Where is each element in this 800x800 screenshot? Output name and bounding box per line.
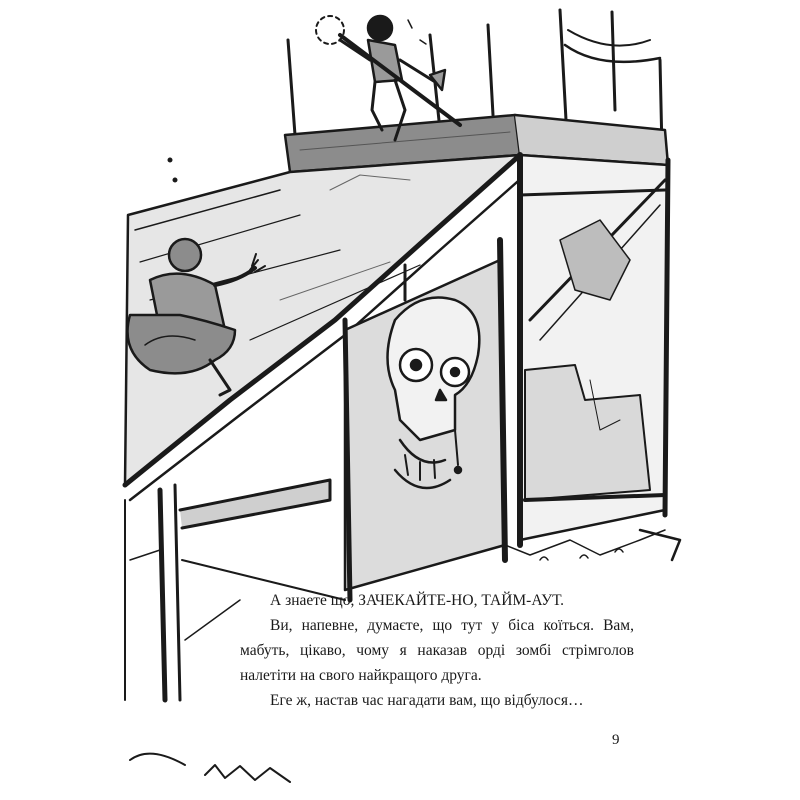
wooden-frame-right: [520, 155, 668, 545]
paragraph-3: Еге ж, настав час нагадати вам, що відбулося…: [270, 692, 584, 709]
story-text: [240, 588, 634, 713]
paragraph-2: Ви, напевне, думаєте, що тут у біса коїться. Вам, мабуть, цікаво, чому я наказав орді зомбі стрімголов налетіти на свого найкращого друга.: [240, 617, 634, 684]
page-number: 9: [612, 732, 620, 748]
front-wall: [345, 240, 505, 600]
paragraph-1: А знаете що, ЗАЧЕКАЙТЕ-НО, ТАЙМ-АУТ.: [270, 592, 564, 609]
